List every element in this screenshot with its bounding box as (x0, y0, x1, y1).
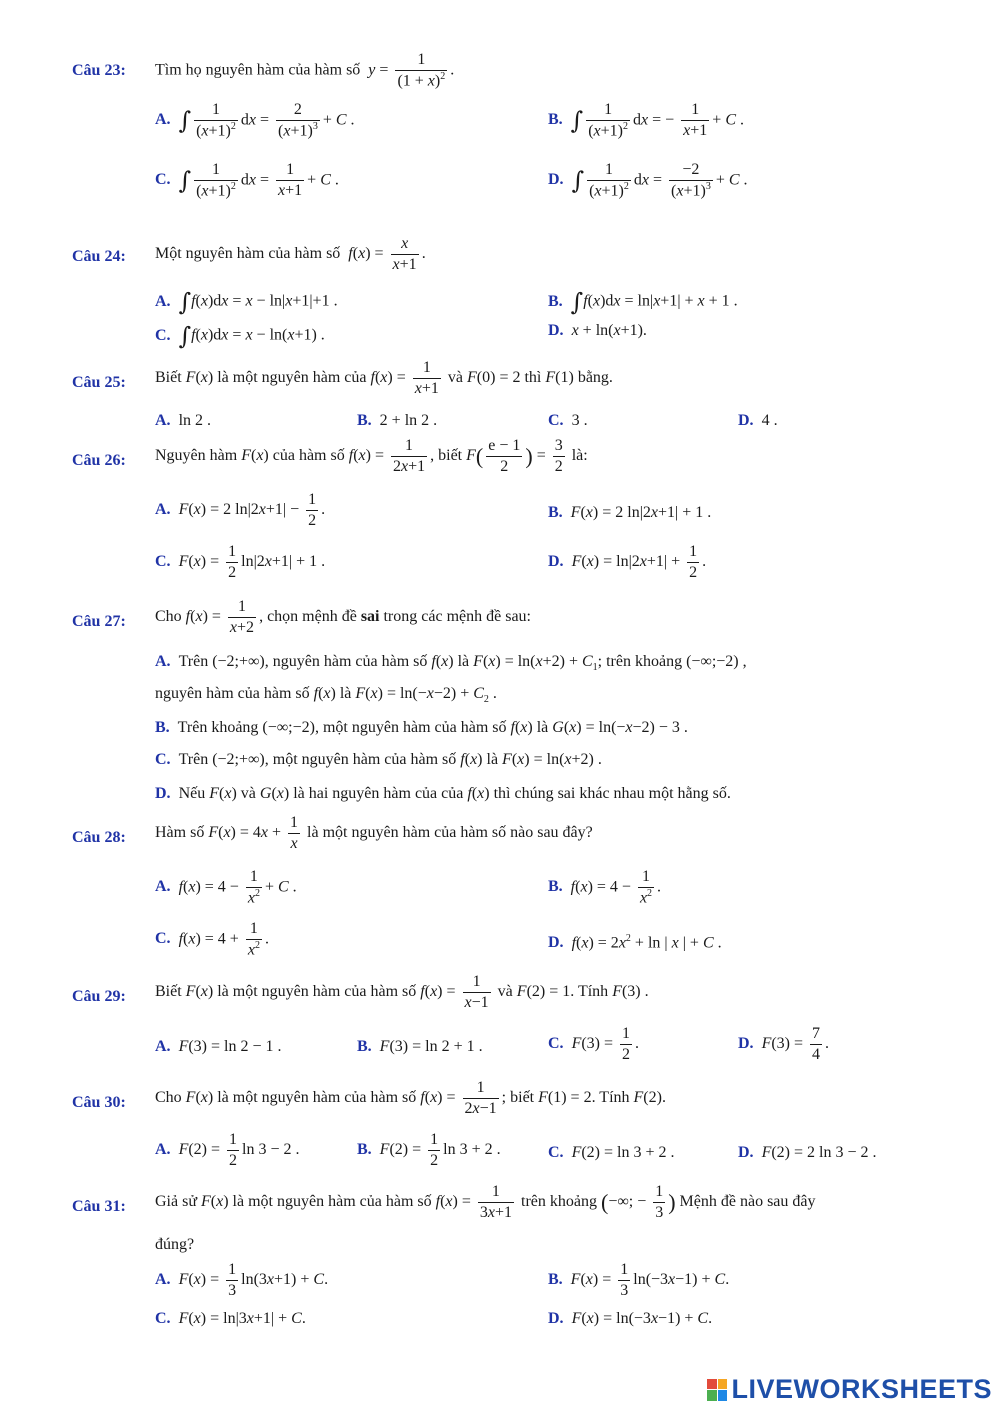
option-a[interactable]: A. ln 2 . (155, 412, 212, 429)
question-number: Câu 24: (72, 248, 126, 265)
option-b[interactable]: B. F(x) = 2 ln|2x+1| + 1 . (548, 504, 712, 521)
option-b[interactable]: B. F(3) = ln 2 + 1 . (357, 1038, 483, 1055)
question-text: Cho F(x) là một nguyên hàm của hàm số f(x) = $\frac{1}{2x-1}$ ; biết F(1) = 2. Tính F(2). (155, 1079, 666, 1117)
option-a[interactable]: A. ∫f(x)dx = x − ln|x+1|+1 . (155, 288, 338, 316)
option-c[interactable]: C. 3 . (548, 412, 588, 429)
option-c[interactable]: C. ∫ $\frac{1}{(x+1)^2}$ dx = $\frac{1}{x+1}$ + C . (155, 161, 339, 200)
option-a[interactable]: A. F(2) = $\frac{1}{2}$ ln 3 − 2 . (155, 1131, 300, 1169)
option-a[interactable]: A. F(x) = $\frac{1}{3}$ ln(3x+1) + C. (155, 1261, 329, 1299)
question-text-cont: đúng? (155, 1236, 195, 1253)
option-d[interactable]: D. F(3) = $\frac{7}{4}$ . (738, 1025, 830, 1063)
option-a[interactable]: A. F(3) = ln 2 − 1 . (155, 1038, 282, 1055)
option-d[interactable]: D. Nếu F(x) và G(x) là hai nguyên hàm của của f(x) thì chúng sai khác nhau một hằng số. (155, 785, 731, 802)
question-text: Biết F(x) là một nguyên hàm của f(x) = $\frac{1}{x+1}$ và F(0) = 2 thì F(1) bằng. (155, 359, 613, 397)
question-number: Câu 29: (72, 988, 126, 1005)
option-d[interactable]: D. x + ln(x+1). (548, 322, 647, 339)
option-b[interactable]: B. F(2) = $\frac{1}{2}$ ln 3 + 2 . (357, 1131, 501, 1169)
option-d[interactable]: D. 4 . (738, 412, 778, 429)
question-number: Câu 25: (72, 374, 126, 391)
liveworksheets-logo-icon (707, 1379, 727, 1401)
question-number: Câu 31: (72, 1198, 126, 1215)
option-a[interactable]: A. Trên (−2;+∞), nguyên hàm của hàm số f(x) là $F(x) = \ln(x+2) + C_1$; trên khoảng (−∞;−2) , (155, 653, 747, 674)
option-b[interactable]: B. 2 + ln 2 . (357, 412, 438, 429)
option-a[interactable]: A. F(x) = 2 ln|2x+1| − $\frac{1}{2}$ . (155, 491, 326, 529)
option-c[interactable]: C. F(2) = ln 3 + 2 . (548, 1144, 675, 1161)
option-d[interactable]: D. F(x) = ln(−3x−1) + C. (548, 1310, 713, 1327)
question-number: Câu 27: (72, 613, 126, 630)
option-c[interactable]: C. Trên (−2;+∞), một nguyên hàm của hàm số f(x) là F(x) = ln(x+2) . (155, 751, 602, 768)
question-text: Cho f(x) = $\frac{1}{x+2}$ , chọn mệnh đề sai trong các mệnh đề sau: (155, 598, 531, 636)
option-b[interactable]: B. f(x) = 4 − $\frac{1}{x^2}$ . (548, 868, 662, 907)
question-number: Câu 30: (72, 1094, 126, 1111)
option-b[interactable]: B. ∫f(x)dx = ln|x+1| + x + 1 . (548, 288, 738, 316)
option-c[interactable]: C. F(x) = $\frac{1}{2}$ ln|2x+1| + 1 . (155, 543, 326, 581)
option-d[interactable]: D. F(2) = 2 ln 3 − 2 . (738, 1144, 877, 1161)
option-d[interactable]: D. ∫ $\frac{1}{(x+1)^2}$ dx = $\frac{-2}{(x+1)^3}$ + C . (548, 161, 748, 200)
question-number: Câu 23: (72, 62, 126, 79)
option-b[interactable]: B. ∫ $\frac{1}{(x+1)^2}$ dx = − $\frac{1}{x+1}$ + C . (548, 101, 744, 140)
question-text: Giả sử F(x) là một nguyên hàm của hàm số f(x) = $\frac{1}{3x+1}$ trên khoảng (−∞; − $\frac{1}{3}$ ) Mệnh đề nào sau đây (155, 1183, 816, 1221)
option-a-cont: nguyên hàm của hàm số f(x) là $F(x) = \ln(-x-2) + C_2$ . (155, 685, 497, 706)
liveworksheets-logo[interactable] (707, 1374, 992, 1405)
question-text: Tìm họ nguyên hàm của hàm số y = $\frac{1}{(1 + x)^2}$ . (155, 51, 455, 90)
logo-text: LIVEWORKSHEETS (731, 1374, 992, 1404)
option-c[interactable]: C. F(x) = ln|3x+1| + C. (155, 1310, 306, 1327)
question-number: Câu 26: (72, 452, 126, 469)
option-a[interactable]: A. ∫ $\frac{1}{(x+1)^2}$ dx = $\frac{2}{(x+1)^3}$ + C . (155, 101, 355, 140)
option-d[interactable]: D. $f(x) = 2x^2 + \ln$ | x | + C . (548, 933, 722, 952)
question-text: Một nguyên hàm của hàm số f(x) = $\frac{x}{x+1}$ . (155, 235, 426, 273)
question-text: Biết F(x) là một nguyên hàm của hàm số f(x) = $\frac{1}{x-1}$ và F(2) = 1. Tính F(3) . (155, 973, 649, 1011)
option-c[interactable]: C. f(x) = 4 + $\frac{1}{x^2}$ . (155, 920, 269, 959)
question-number: Câu 28: (72, 829, 126, 846)
option-d[interactable]: D. F(x) = ln|2x+1| + $\frac{1}{2}$ . (548, 543, 707, 581)
option-a[interactable]: A. f(x) = 4 − $\frac{1}{x^2}$ + C . (155, 868, 297, 907)
option-c[interactable]: C. F(3) = $\frac{1}{2}$ . (548, 1025, 640, 1063)
question-text: Hàm số F(x) = 4x + $\frac{1}{x}$ là một nguyên hàm của hàm số nào sau đây? (155, 814, 593, 852)
option-b[interactable]: B. Trên khoảng (−∞;−2), một nguyên hàm của hàm số f(x) là G(x) = ln(−x−2) − 3 . (155, 719, 688, 736)
question-text: Nguyên hàm F(x) của hàm số f(x) = $\frac{1}{2x+1}$ , biết F( $\frac{e - 1}{2}$ ) = $\frac{3}{2}$ là: (155, 437, 588, 475)
option-b[interactable]: B. F(x) = $\frac{1}{3}$ ln(−3x−1) + C. (548, 1261, 730, 1299)
option-c[interactable]: C. ∫f(x)dx = x − ln(x+1) . (155, 322, 325, 350)
